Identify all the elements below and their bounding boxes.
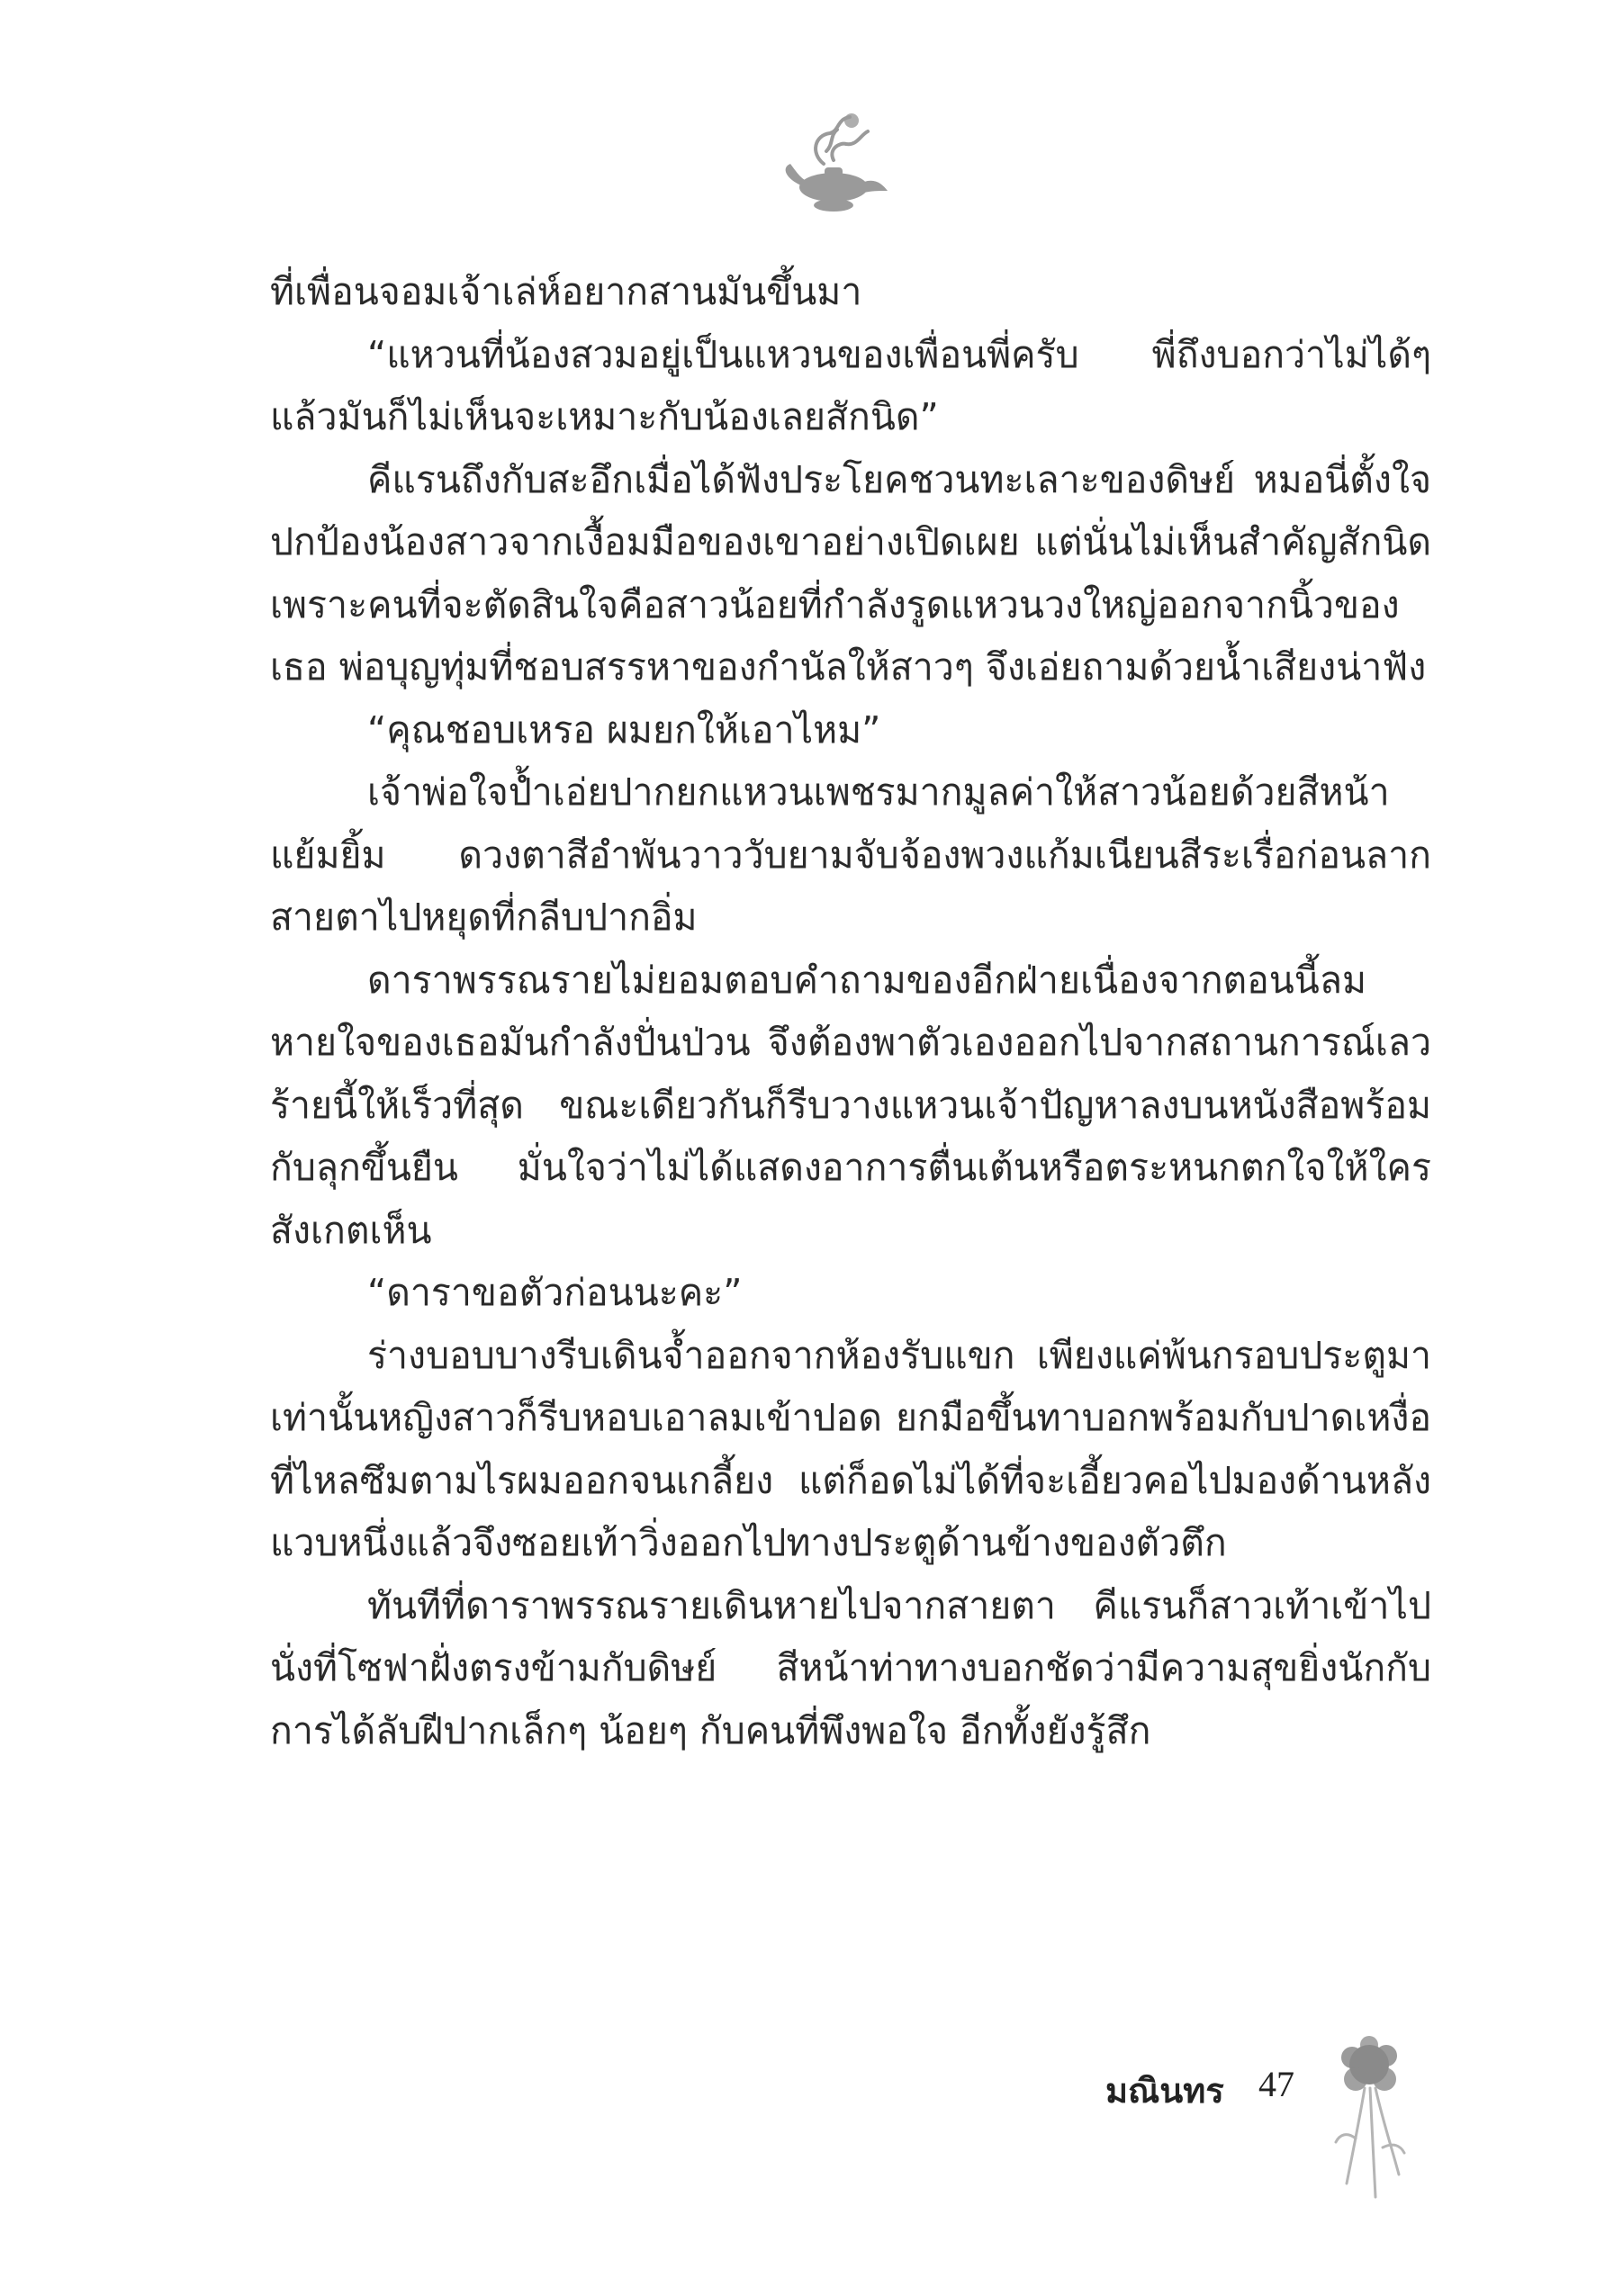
body-text xyxy=(270,261,1431,1762)
footer-title: มณินทร xyxy=(1105,2071,1224,2111)
paragraph: คีแรนถึงกับสะอึกเมื่อได้ฟังประโยคชวนทะเลาะของดิษย์ หมอนี่ตั้งใจปกป้องน้องสาวจากเงื้อมมือของเขาอย่างเปิดเผย แต่นั่นไม่เห็นสำคัญสักนิดเพราะคนที่จะตัดสินใจคือสาวน้อยที่กำลังรูดแหวนวงใหญ่ออกจากนิ้วของเธอ พ่อบุญทุ่มที่ชอบสรรหาของกำนัลให้สาวๆ จึงเอ่ยถามด้วยน้ำเสียงน่าฟัง xyxy=(270,457,1431,689)
paragraph: ทันทีที่ดาราพรรณรายเดินหายไปจากสายตา คีแรนก็สาวเท้าเข้าไปนั่งที่โซฟาฝั่งตรงข้ามกับดิษย์ สีหน้าท่าทางบอกชัดว่ามีความสุขยิ่งนักกับการได้ลับฝีปากเล็กๆ น้อยๆ กับคนที่พึงพอใจ อีกทั้งยังรู้สึก xyxy=(270,1583,1431,1752)
paragraph: ร่างบอบบางรีบเดินจ้ำออกจากห้องรับแขก เพียงแค่พ้นกรอบประตูมาเท่านั้นหญิงสาวก็รีบหอบเอาลมเข้าปอด ยกมือขึ้นทาบอกพร้อมกับปาดเหงื่อที่ไหลซึมตามไรผมออกจนเกลี้ยง แต่ก็อดไม่ได้ที่จะเอี้ยวคอไปมองด้านหลังแวบหนึ่งแล้วจึงซอยเท้าวิ่งออกไปทางประตูด้านข้างของตัวตึก xyxy=(270,1333,1431,1564)
paragraph: “คุณชอบเหรอ ผมยกให้เอาไหม” xyxy=(367,707,881,752)
paragraph: “ดาราขอตัวก่อนนะคะ” xyxy=(367,1271,743,1314)
flower-bouquet-icon xyxy=(1320,2030,1419,2210)
paragraph: เจ้าพ่อใจป้ำเอ่ยปากยกแหวนเพชรมากมูลค่าให้สาวน้อยด้วยสีหน้าแย้มยิ้ม ดวงตาสีอำพันวาววับยามจับจ้องพวงแก้มเนียนสีระเรื่อก่อนลากสายตาไปหยุดที่กลีบปากอิ่ม xyxy=(270,770,1431,939)
paragraph: ที่เพื่อนจอมเจ้าเล่ห์อยากสานมันขึ้นมา xyxy=(270,270,862,313)
paragraph: ดาราพรรณรายไม่ยอมตอบคำถามของอีกฝ่ายเนื่องจากตอนนี้ลมหายใจของเธอมันกำลังปั่นป่วน จึงต้องพาตัวเองออกไปจากสถานการณ์เลวร้ายนี้ให้เร็วที่สุด ขณะเดียวกันก็รีบวางแหวนเจ้าปัญหาลงบนหนังสือพร้อมกับลุกขึ้นยืน มั่นใจว่าไม่ได้แสดงอาการตื่นเต้นหรือตระหนกตกใจให้ใครสังเกตเห็น xyxy=(270,958,1431,1252)
paragraph: “แหวนที่น้องสวมอยู่เป็นแหวนของเพื่อนพี่ครับ พี่ถึงบอกว่าไม่ได้ๆ แล้วมันก็ไม่เห็นจะเหมาะกับน้องเลยสักนิด” xyxy=(270,332,1431,438)
genie-lamp-icon xyxy=(774,108,891,225)
page-number: 47 xyxy=(1258,2064,1294,2104)
